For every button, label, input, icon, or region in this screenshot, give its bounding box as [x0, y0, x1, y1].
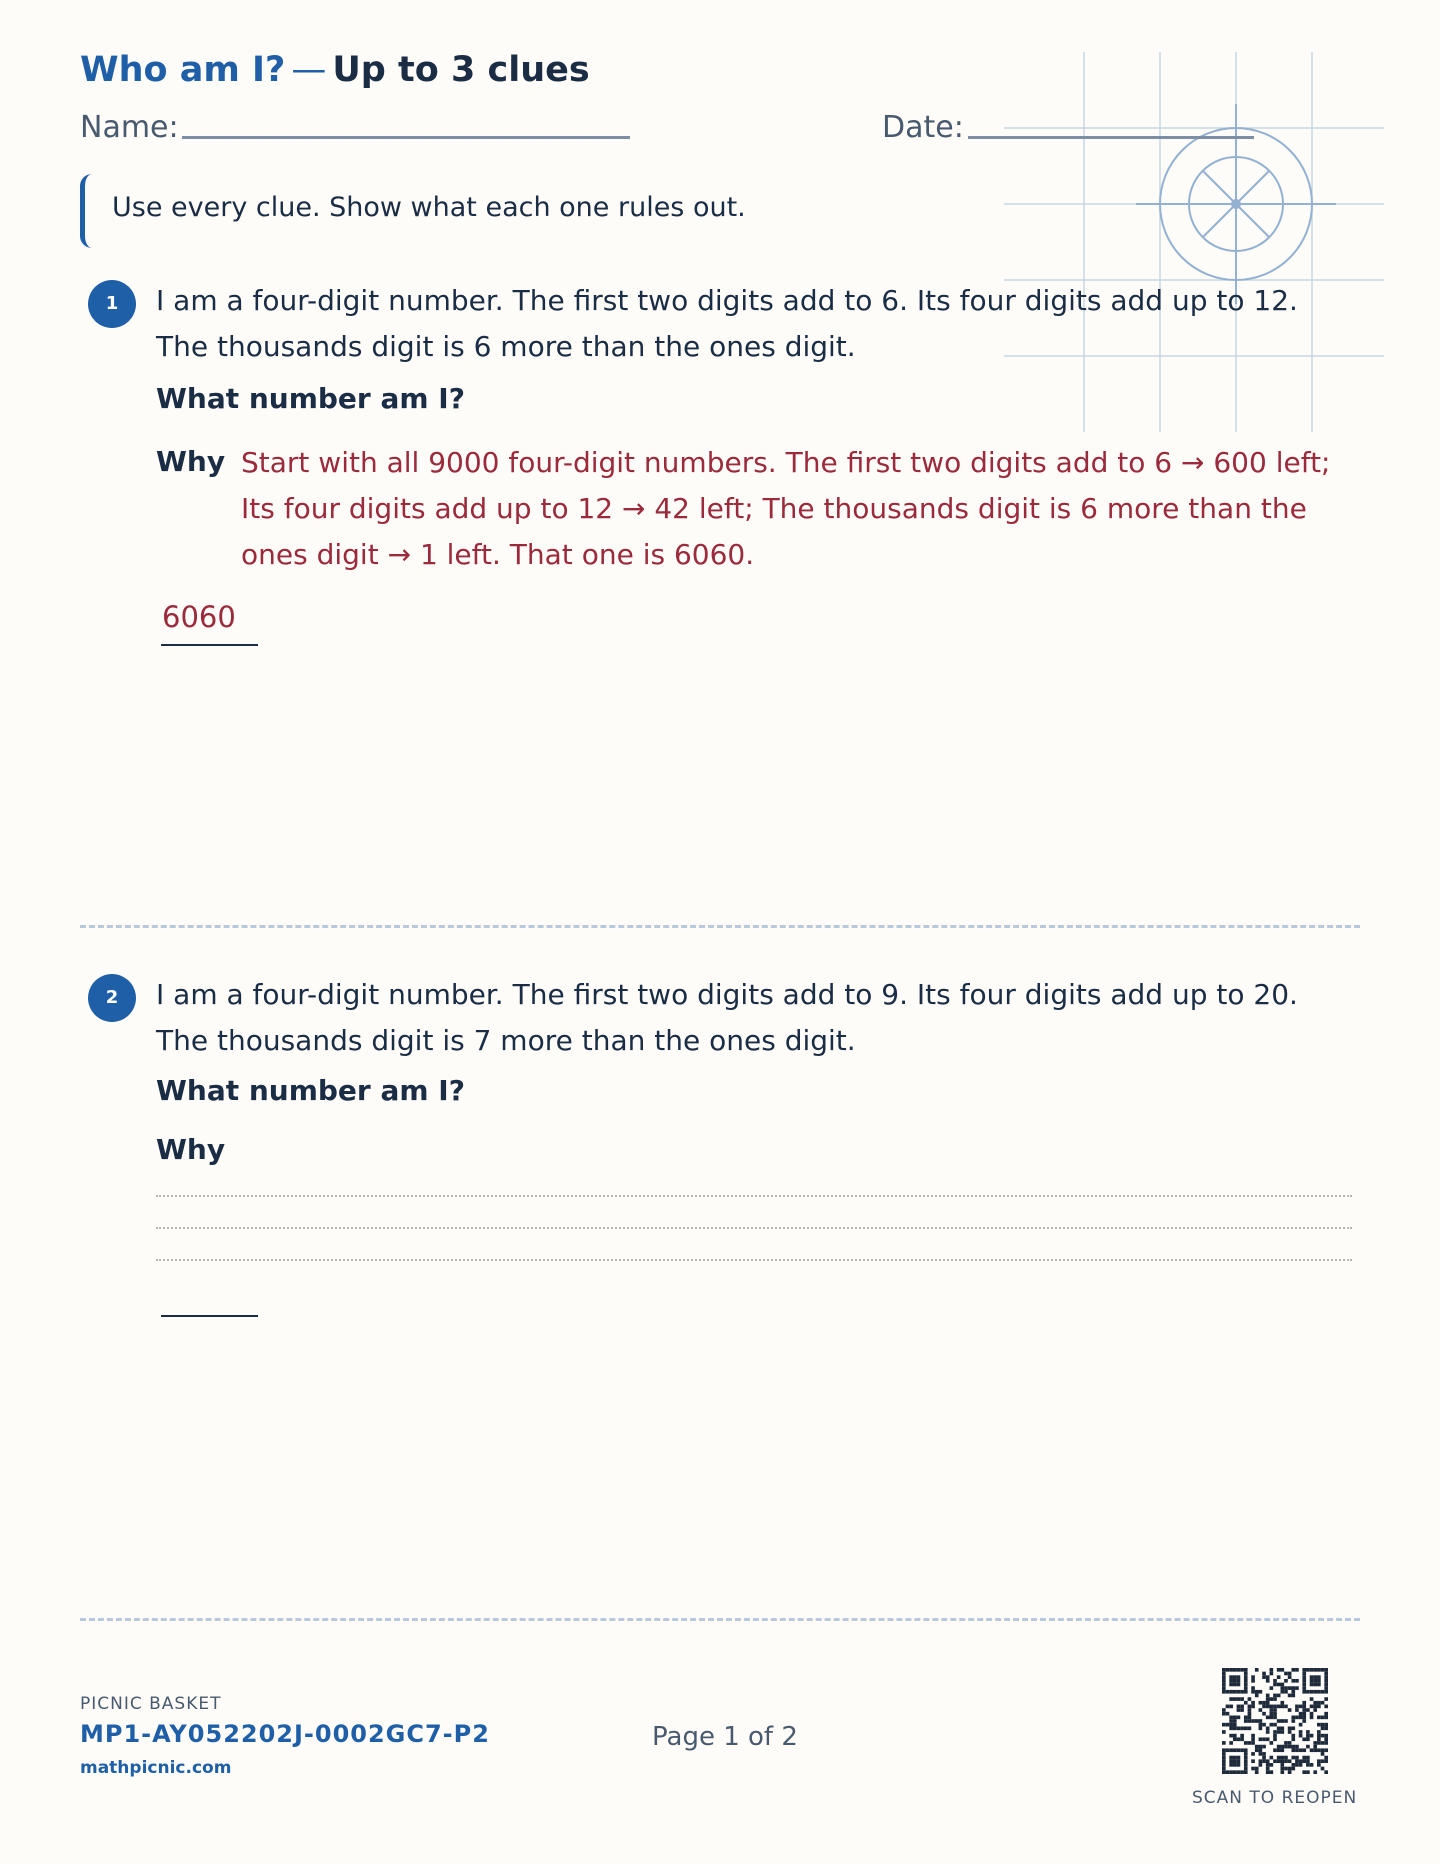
problem-number-badge: 1 — [88, 280, 136, 328]
target-decoration-icon — [1000, 48, 1400, 432]
why-explanation: Start with all 9000 four-digit numbers. The first two digits add to 6 → 600 left; Its four digits add up to 12 → 42 left; The thousands digit is 6 more than the ones digit → 1 left. That one is 6060. — [241, 446, 1331, 571]
problem-prompt: What number am I? — [156, 382, 465, 415]
answer-value: 6060 — [162, 600, 236, 634]
work-line[interactable] — [156, 1195, 1352, 1197]
work-line[interactable] — [156, 1259, 1352, 1261]
date-label: Date: — [882, 110, 964, 145]
worksheet-code: MP1-AY052202J-0002GC7-P2 — [80, 1720, 490, 1748]
title-dash: — — [291, 50, 327, 90]
page-title — [80, 50, 590, 90]
page-number: Page 1 of 2 — [652, 1722, 798, 1752]
problem-text: I am a four-digit number. The first two digits add to 9. Its four digits add up to 20. The thousands digit is 7 more than the ones digit. — [156, 978, 1298, 1057]
footer-label: PICNIC BASKET — [80, 1694, 222, 1714]
footer-divider — [80, 1618, 1360, 1621]
problem-prompt: What number am I? — [156, 1074, 465, 1107]
title-sub: Up to 3 clues — [332, 50, 590, 90]
instructions-bracket — [80, 174, 92, 248]
problem-text: I am a four-digit number. The first two digits add to 6. Its four digits add up to 12. The thousands digit is 6 more than the ones digit. — [156, 284, 1298, 363]
scan-label: SCAN TO REOPEN — [1192, 1788, 1358, 1808]
problem-divider — [80, 925, 1360, 928]
name-label: Name: — [80, 110, 179, 145]
answer-blank[interactable] — [161, 644, 258, 646]
why-label: Why — [156, 1133, 226, 1166]
date-field[interactable] — [968, 136, 1254, 139]
name-field[interactable] — [182, 136, 630, 139]
answer-blank[interactable] — [161, 1315, 258, 1317]
title-main: Who am I? — [80, 50, 286, 90]
why-label: Why — [156, 445, 226, 478]
instructions-text: Use every clue. Show what each one rules out. — [112, 192, 746, 223]
qr-code-icon[interactable] — [1222, 1668, 1328, 1774]
site-link[interactable]: mathpicnic.com — [80, 1758, 232, 1778]
work-line[interactable] — [156, 1227, 1352, 1229]
problem-number-badge: 2 — [88, 974, 136, 1022]
